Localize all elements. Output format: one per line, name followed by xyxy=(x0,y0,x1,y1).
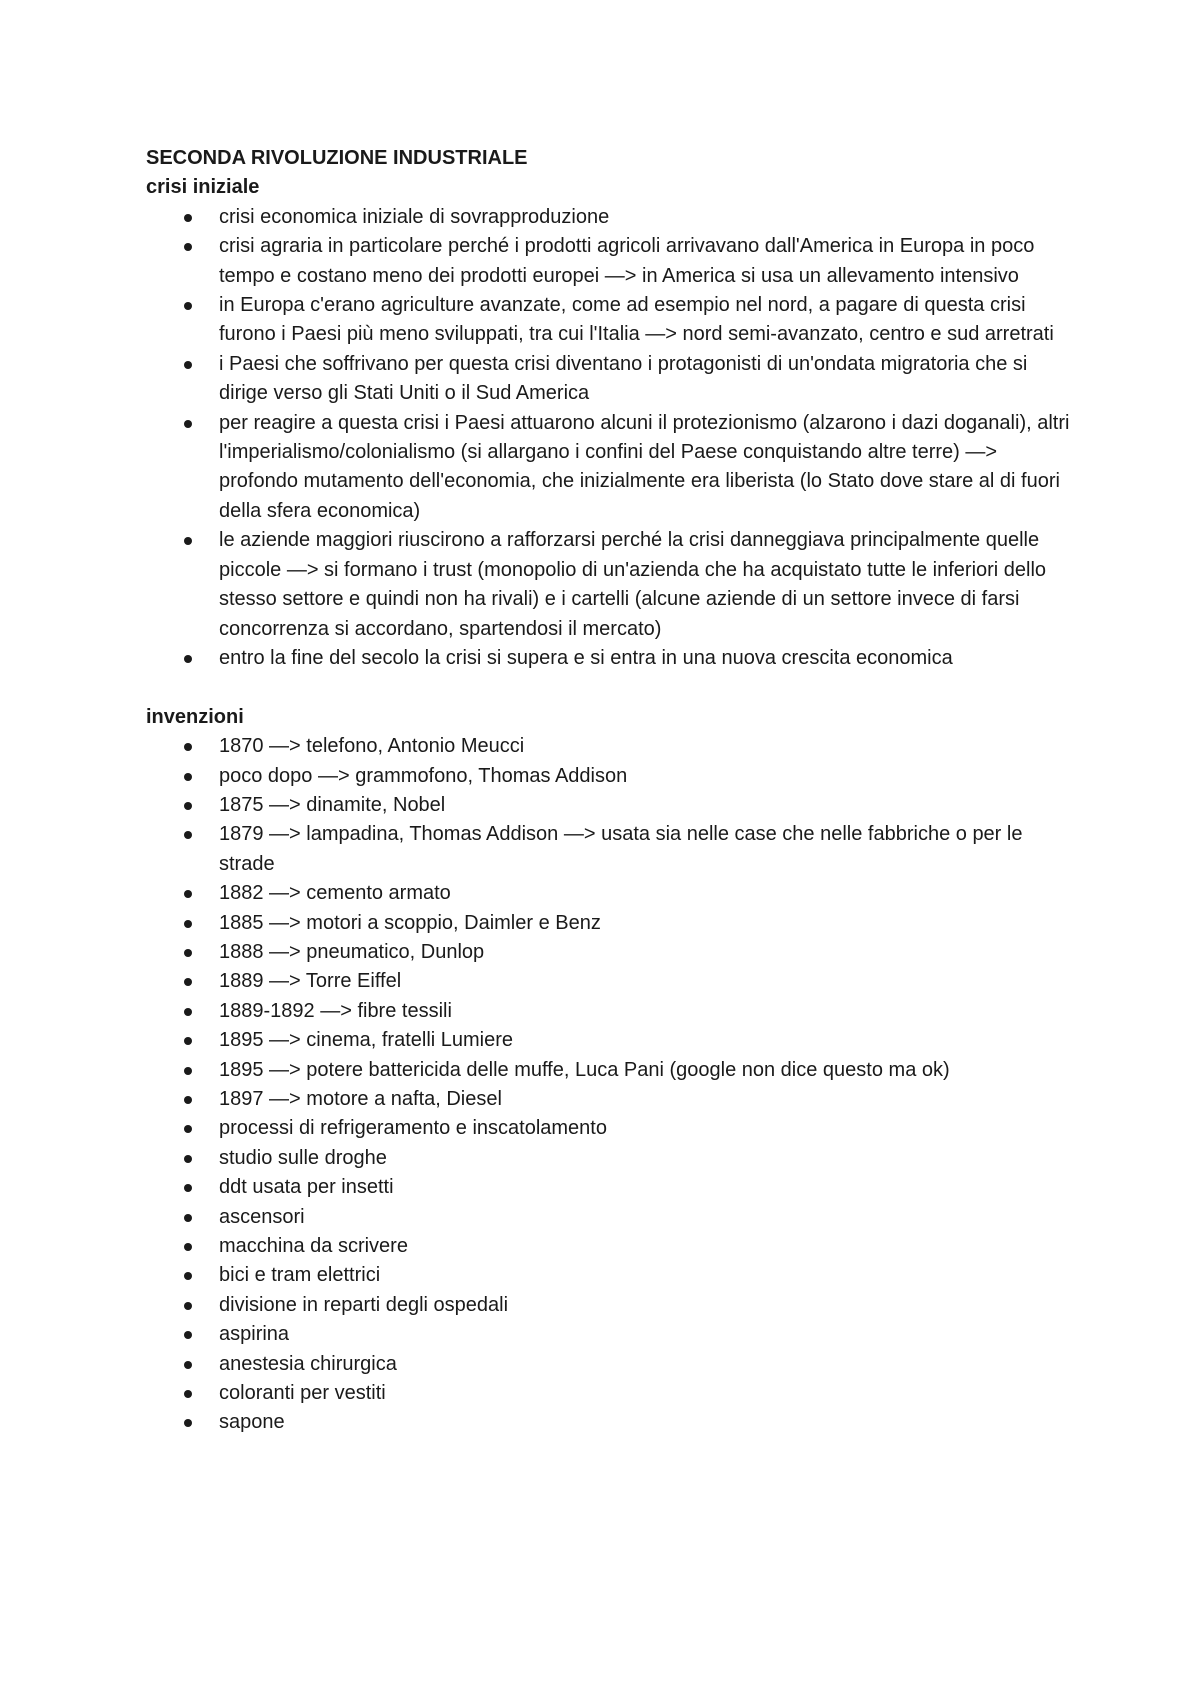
bullet-list-invenzioni xyxy=(146,732,1076,1438)
bullet-icon xyxy=(184,1272,192,1280)
list-item xyxy=(146,644,1076,673)
bullet-icon xyxy=(184,1096,192,1104)
list-item xyxy=(146,879,1076,908)
list-item xyxy=(146,1203,1076,1232)
bullet-icon xyxy=(184,802,192,810)
bullet-icon xyxy=(184,420,192,428)
list-item xyxy=(146,232,1076,291)
list-item-text: 1885 —> motori a scoppio, Daimler e Benz xyxy=(219,911,601,934)
list-item xyxy=(146,350,1076,409)
list-item-text: ascensori xyxy=(219,1205,305,1228)
list-item-text: 1889-1892 —> fibre tessili xyxy=(219,999,452,1022)
list-item xyxy=(146,409,1076,527)
bullet-icon xyxy=(184,1067,192,1075)
bullet-icon xyxy=(184,1184,192,1192)
list-item-text: 1897 —> motore a nafta, Diesel xyxy=(219,1087,502,1110)
bullet-icon xyxy=(184,302,192,310)
bullet-icon xyxy=(184,978,192,986)
list-item xyxy=(146,791,1076,820)
list-item xyxy=(146,1056,1076,1085)
list-item-text: 1879 —> lampadina, Thomas Addison —> usata sia nelle case che nelle fabbriche o per le strade xyxy=(219,823,1023,875)
list-item-text: studio sulle droghe xyxy=(219,1146,387,1169)
list-item-text: anestesia chirurgica xyxy=(219,1352,397,1375)
list-item xyxy=(146,203,1076,232)
bullet-icon xyxy=(184,773,192,781)
list-item-text: divisione in reparti degli ospedali xyxy=(219,1293,509,1316)
list-item-text: per reagire a questa crisi i Paesi attuarono alcuni il protezionismo (alzarono i dazi doganali), altri l'imperialismo/colonialismo (si allargano i confini del Paese conquistando altre terre) —> profondo mutamento dell'economia, che inizialmente era liberista (lo Stato dove stare al di fuori della sfera economica) xyxy=(219,411,1070,522)
list-item xyxy=(146,526,1076,644)
list-item xyxy=(146,1144,1076,1173)
bullet-icon xyxy=(184,1302,192,1310)
list-item-text: crisi agraria in particolare perché i prodotti agricoli arrivavano dall'America in Europa in poco tempo e costano meno dei prodotti europei —> in America si usa un allevamento intensivo xyxy=(219,235,1035,287)
list-item xyxy=(146,909,1076,938)
bullet-icon xyxy=(184,1243,192,1251)
bullet-list-crisi xyxy=(146,203,1076,674)
document-title: SECONDA RIVOLUZIONE INDUSTRIALE xyxy=(146,147,528,169)
list-item xyxy=(146,1085,1076,1114)
list-item-text: i Paesi che soffrivano per questa crisi diventano i protagonisti di un'ondata migratoria che si dirige verso gli Stati Uniti o il Sud America xyxy=(219,352,1028,405)
list-item xyxy=(146,1408,1076,1437)
list-item xyxy=(146,1173,1076,1202)
list-item xyxy=(146,1232,1076,1261)
list-item-text: 1875 —> dinamite, Nobel xyxy=(219,793,446,816)
bullet-icon xyxy=(184,1390,192,1398)
section-heading-crisi: crisi iniziale xyxy=(146,176,260,199)
document-page xyxy=(146,144,1076,1438)
bullet-icon xyxy=(184,949,192,957)
list-item-text: 1895 —> potere battericida delle muffe, Luca Pani (google non dice questo ma ok) xyxy=(219,1058,950,1081)
bullet-icon xyxy=(184,831,192,839)
bullet-icon xyxy=(184,243,192,251)
bullet-icon xyxy=(184,1155,192,1163)
list-item-text: poco dopo —> grammofono, Thomas Addison xyxy=(219,764,628,787)
list-item xyxy=(146,1379,1076,1408)
bullet-icon xyxy=(184,1214,192,1222)
bullet-icon xyxy=(184,743,192,751)
list-item xyxy=(146,1261,1076,1290)
bullet-icon xyxy=(184,1125,192,1133)
list-item xyxy=(146,967,1076,996)
bullet-icon xyxy=(184,1331,192,1339)
list-item xyxy=(146,938,1076,967)
list-item xyxy=(146,997,1076,1026)
list-item-text: sapone xyxy=(219,1411,285,1434)
bullet-icon xyxy=(184,214,192,222)
bullet-icon xyxy=(184,1361,192,1369)
list-item-text: macchina da scrivere xyxy=(219,1235,408,1258)
bullet-icon xyxy=(184,890,192,898)
list-item-text: ddt usata per insetti xyxy=(219,1176,394,1199)
list-item xyxy=(146,291,1076,350)
list-item-text: coloranti per vestiti xyxy=(219,1382,386,1405)
list-item-text: le aziende maggiori riuscirono a rafforzarsi perché la crisi danneggiava principalmente quelle piccole —> si formano i trust (monopolio di un'azienda che ha acquistato tutte le inferiori dello stesso settore e quindi non ha rivali) e i cartelli (alcune aziende di un settore invece di farsi concorrenza si accordano, spartendosi il mercato) xyxy=(219,529,1047,640)
list-item xyxy=(146,820,1076,879)
list-item-text: crisi economica iniziale di sovrapproduzione xyxy=(219,205,610,228)
list-item xyxy=(146,1350,1076,1379)
list-item-text: in Europa c'erano agriculture avanzate, come ad esempio nel nord, a pagare di questa crisi furono i Paesi più meno sviluppati, tra cui l'Italia —> nord semi-avanzato, centro e sud arretrati xyxy=(219,294,1054,346)
bullet-icon xyxy=(184,537,192,545)
list-item-text: 1888 —> pneumatico, Dunlop xyxy=(219,940,485,963)
list-item-text: 1882 —> cemento armato xyxy=(219,882,451,905)
bullet-icon xyxy=(184,1008,192,1016)
list-item xyxy=(146,732,1076,761)
bullet-icon xyxy=(184,920,192,928)
list-item xyxy=(146,1026,1076,1055)
list-item xyxy=(146,762,1076,791)
list-item-text: processi di refrigeramento e inscatolamento xyxy=(219,1117,607,1140)
section-heading-invenzioni: invenzioni xyxy=(146,705,244,728)
list-item xyxy=(146,1320,1076,1349)
list-item-text: 1889 —> Torre Eiffel xyxy=(219,970,402,993)
bullet-icon xyxy=(184,1419,192,1427)
bullet-icon xyxy=(184,361,192,369)
bullet-icon xyxy=(184,1037,192,1045)
list-item-text: entro la fine del secolo la crisi si supera e si entra in una nuova crescita economica xyxy=(219,646,953,669)
section-spacer xyxy=(146,673,1076,702)
list-item-text: aspirina xyxy=(219,1323,290,1346)
bullet-icon xyxy=(184,655,192,663)
list-item-text: 1870 —> telefono, Antonio Meucci xyxy=(219,735,525,758)
list-item-text: 1895 —> cinema, fratelli Lumiere xyxy=(219,1029,514,1052)
list-item xyxy=(146,1291,1076,1320)
list-item xyxy=(146,1114,1076,1143)
list-item-text: bici e tram elettrici xyxy=(219,1264,381,1287)
